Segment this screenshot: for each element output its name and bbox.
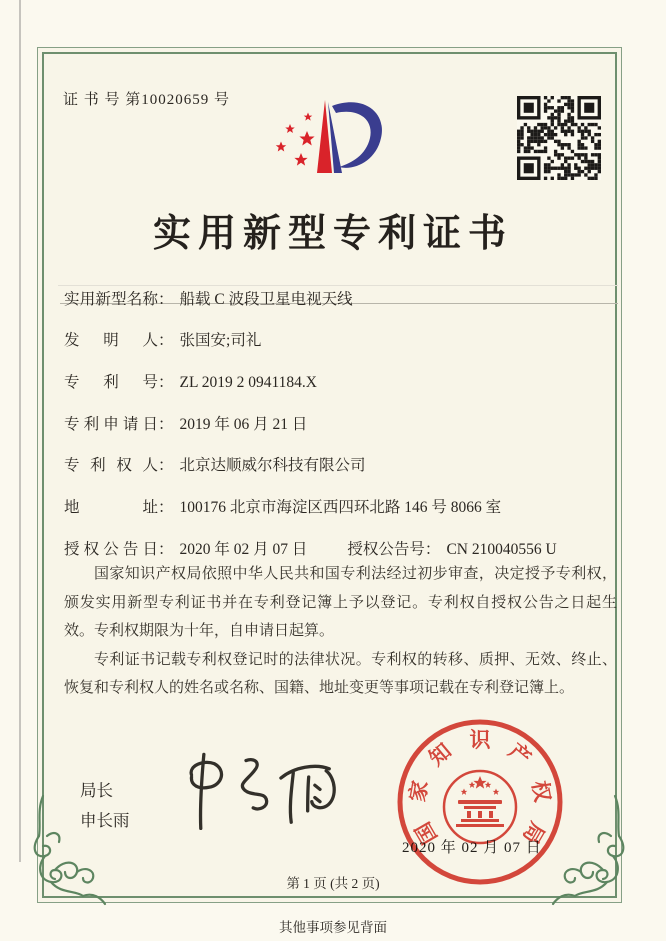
- field-value: 2020 年 02 月 07 日: [179, 541, 308, 558]
- commissioner-post: 局长: [80, 781, 113, 800]
- back-side-note: 其他事项参见背面: [279, 920, 387, 935]
- colon: ：: [424, 541, 441, 558]
- legal-paragraph-2: 专利证书记载专利权登记时的法律状况。专利权的转移、质押、无效、终止、恢复和专利权人的姓名或名称、国籍、地址变更等事项记载在专利登记簿上。: [64, 651, 617, 696]
- scan-edge-line: [19, 0, 21, 862]
- certificate-title: 实用新型专利证书: [152, 213, 513, 255]
- field-label: 授权公告日: [64, 541, 158, 558]
- field-value: 2019 年 06 月 21 日: [179, 416, 308, 433]
- seal-char: 局: [518, 817, 550, 849]
- field-value: 100176 北京市海淀区西四环北路 146 号 8066 室: [179, 499, 502, 516]
- field-value: ZL 2019 2 0941184.X: [179, 374, 317, 391]
- field-label: 地址: [64, 499, 158, 516]
- legal-text: [64, 560, 617, 703]
- colon: ：: [158, 291, 174, 308]
- commissioner-signature: [172, 745, 357, 845]
- qr-code: [517, 96, 601, 180]
- field-value: 张国安;司礼: [179, 332, 262, 349]
- colon: ：: [158, 374, 174, 391]
- page-number: 第 1 页 (共 2 页): [286, 876, 380, 891]
- colon: ：: [158, 541, 174, 558]
- seal-char: 国: [410, 817, 442, 849]
- field-label: 专利权人: [64, 457, 158, 474]
- certificate-number: 证 书 号 第10020659 号: [63, 92, 231, 108]
- field-value: 北京达顺威尔科技有限公司: [179, 457, 366, 474]
- field-grant-date-and-number: [64, 537, 557, 559]
- seal-char: 识: [469, 728, 491, 752]
- commissioner-name: 申长雨: [80, 811, 130, 830]
- fold-crease: [58, 285, 618, 286]
- field-label: 授权公告号: [347, 541, 425, 558]
- corner-flourish-icon: [27, 792, 107, 910]
- field-address: [64, 495, 501, 517]
- field-label: 发明人: [64, 332, 158, 349]
- colon: ：: [158, 332, 174, 349]
- colon: ：: [158, 416, 174, 433]
- field-patentee: [64, 453, 366, 475]
- field-value: 船载 C 波段卫星电视天线: [179, 291, 353, 308]
- national-emblem-icon: [444, 771, 516, 843]
- seal-char: 权: [527, 778, 555, 804]
- seal-date: 2020 年 02 月 07 日: [402, 840, 542, 856]
- cnipa-logo-icon: [258, 86, 398, 186]
- colon: ：: [158, 499, 174, 516]
- field-label: 专利申请日: [64, 416, 158, 433]
- field-value: CN 210040556 U: [446, 541, 557, 558]
- seal-char: 产: [504, 738, 536, 771]
- field-patent-number: [64, 370, 317, 392]
- cnipa-seal: [394, 716, 566, 888]
- field-filing-date: [64, 412, 307, 434]
- field-label: 实用新型名称: [64, 291, 158, 308]
- seal-char: 家: [405, 778, 433, 804]
- seal-char: 知: [424, 738, 456, 771]
- field-utility-model-name: [64, 287, 353, 309]
- field-inventor: [64, 328, 261, 350]
- field-label: 专利号: [64, 374, 158, 391]
- legal-paragraph-1: 国家知识产权局依照中华人民共和国专利法经过初步审查，决定授予专利权，颁发实用新型专利证书并在专利登记簿上予以登记。专利权自授权公告之日起生效。专利权期限为十年，自申请日起算。: [64, 566, 617, 639]
- colon: ：: [158, 457, 174, 474]
